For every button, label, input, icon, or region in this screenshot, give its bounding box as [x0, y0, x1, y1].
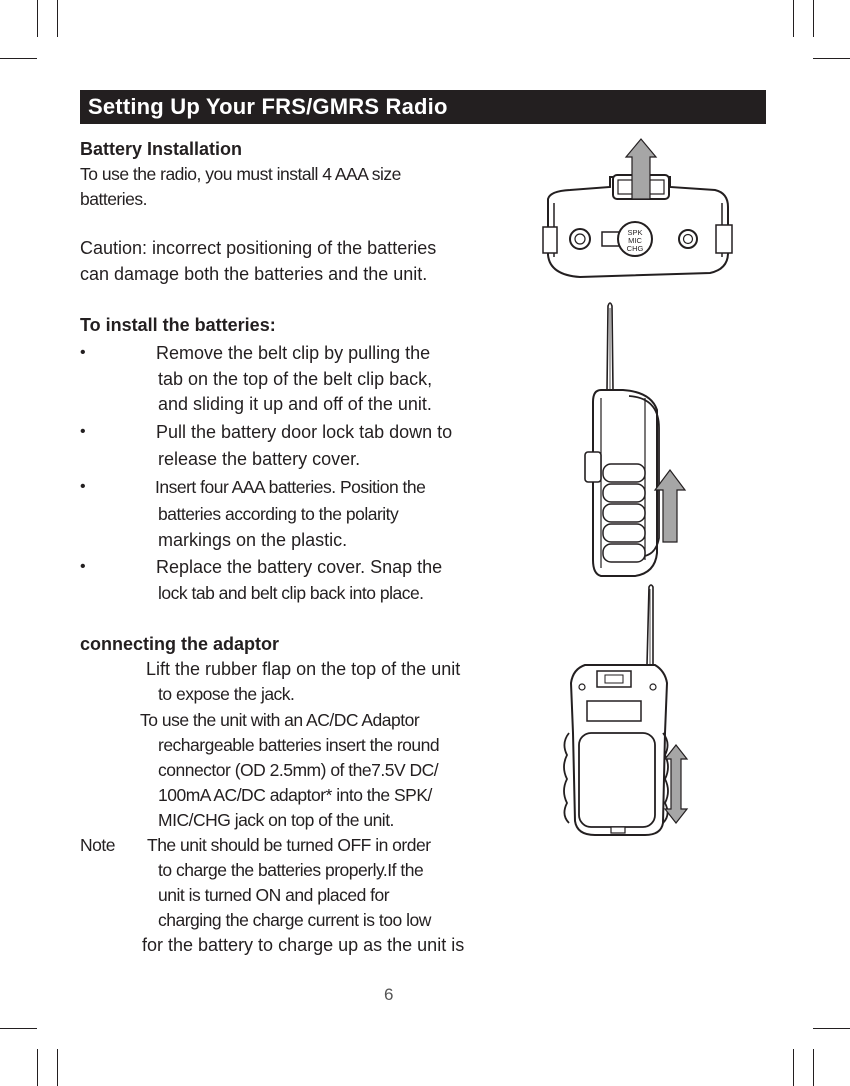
- note-line: charging the charge current is too low: [158, 910, 431, 930]
- radio-top-view-figure: [540, 135, 740, 285]
- battery-intro-line: batteries.: [80, 189, 147, 209]
- step-line: batteries according to the polarity: [158, 504, 399, 524]
- jack-label-chg: CHG: [626, 244, 644, 253]
- caution-line: Caution: incorrect positioning of the batteries: [80, 238, 437, 258]
- step-line: and sliding it up and off of the unit.: [158, 394, 432, 414]
- page-number: 6: [384, 985, 394, 1004]
- bullet: •: [80, 344, 86, 361]
- step-line: tab on the top of the belt clip back,: [158, 369, 433, 389]
- note-line: unit is turned ON and placed for: [158, 885, 390, 905]
- radio-back-view-figure: [555, 583, 705, 843]
- crop-mark: [57, 1049, 58, 1086]
- adaptor-line: 100mA AC/DC adaptor* into the SPK/: [158, 785, 432, 805]
- crop-mark: [37, 1049, 38, 1086]
- crop-mark: [37, 0, 38, 37]
- bullet: •: [80, 423, 86, 440]
- steps-heading: To install the batteries:: [80, 315, 276, 335]
- crop-mark: [0, 1028, 37, 1029]
- adaptor-line: rechargeable batteries insert the round: [158, 735, 440, 755]
- note-line: The unit should be turned OFF in order: [147, 835, 431, 855]
- step-line: markings on the plastic.: [158, 530, 348, 550]
- note-line: to charge the batteries properly.If the: [158, 860, 424, 880]
- crop-mark: [793, 1049, 794, 1086]
- adaptor-line: MIC/CHG jack on top of the unit.: [158, 810, 394, 830]
- double-arrow-icon: [665, 745, 687, 823]
- step-line: lock tab and belt clip back into place.: [158, 583, 424, 603]
- crop-mark: [57, 0, 58, 37]
- crop-mark: [0, 58, 37, 59]
- note-line: for the battery to charge up as the unit is: [142, 935, 465, 955]
- crop-mark: [793, 0, 794, 37]
- radio-side-view-figure: [575, 298, 695, 583]
- caution-line: can damage both the batteries and the unit.: [80, 264, 428, 284]
- adaptor-line: Lift the rubber flap on the top of the unit: [146, 659, 461, 679]
- battery-intro-line: To use the radio, you must install 4 AAA size: [80, 164, 401, 184]
- step-line: Replace the battery cover. Snap the: [156, 557, 443, 577]
- crop-mark: [813, 1028, 850, 1029]
- note-label: Note: [80, 835, 115, 855]
- page-title: Setting Up Your FRS/GMRS Radio: [80, 90, 766, 124]
- step-line: Pull the battery door lock tab down to: [156, 422, 453, 442]
- bullet: •: [80, 558, 86, 575]
- adaptor-line: To use the unit with an AC/DC Adaptor: [140, 710, 420, 730]
- crop-mark: [813, 1049, 814, 1086]
- jack-label-spk: SPK: [627, 228, 643, 237]
- bullet: •: [80, 478, 86, 495]
- step-line: Remove the belt clip by pulling the: [156, 343, 431, 363]
- step-line: Insert four AAA batteries. Position the: [155, 477, 426, 497]
- adaptor-line: connector (OD 2.5mm) of the7.5V DC/: [158, 760, 439, 780]
- crop-mark: [813, 0, 814, 37]
- adaptor-heading: connecting the adaptor: [80, 634, 280, 654]
- battery-heading: Battery Installation: [80, 139, 243, 159]
- jack-label-mic: MIC: [628, 236, 642, 245]
- adaptor-line: to expose the jack.: [158, 684, 295, 704]
- step-line: release the battery cover.: [158, 449, 361, 469]
- crop-mark: [813, 58, 850, 59]
